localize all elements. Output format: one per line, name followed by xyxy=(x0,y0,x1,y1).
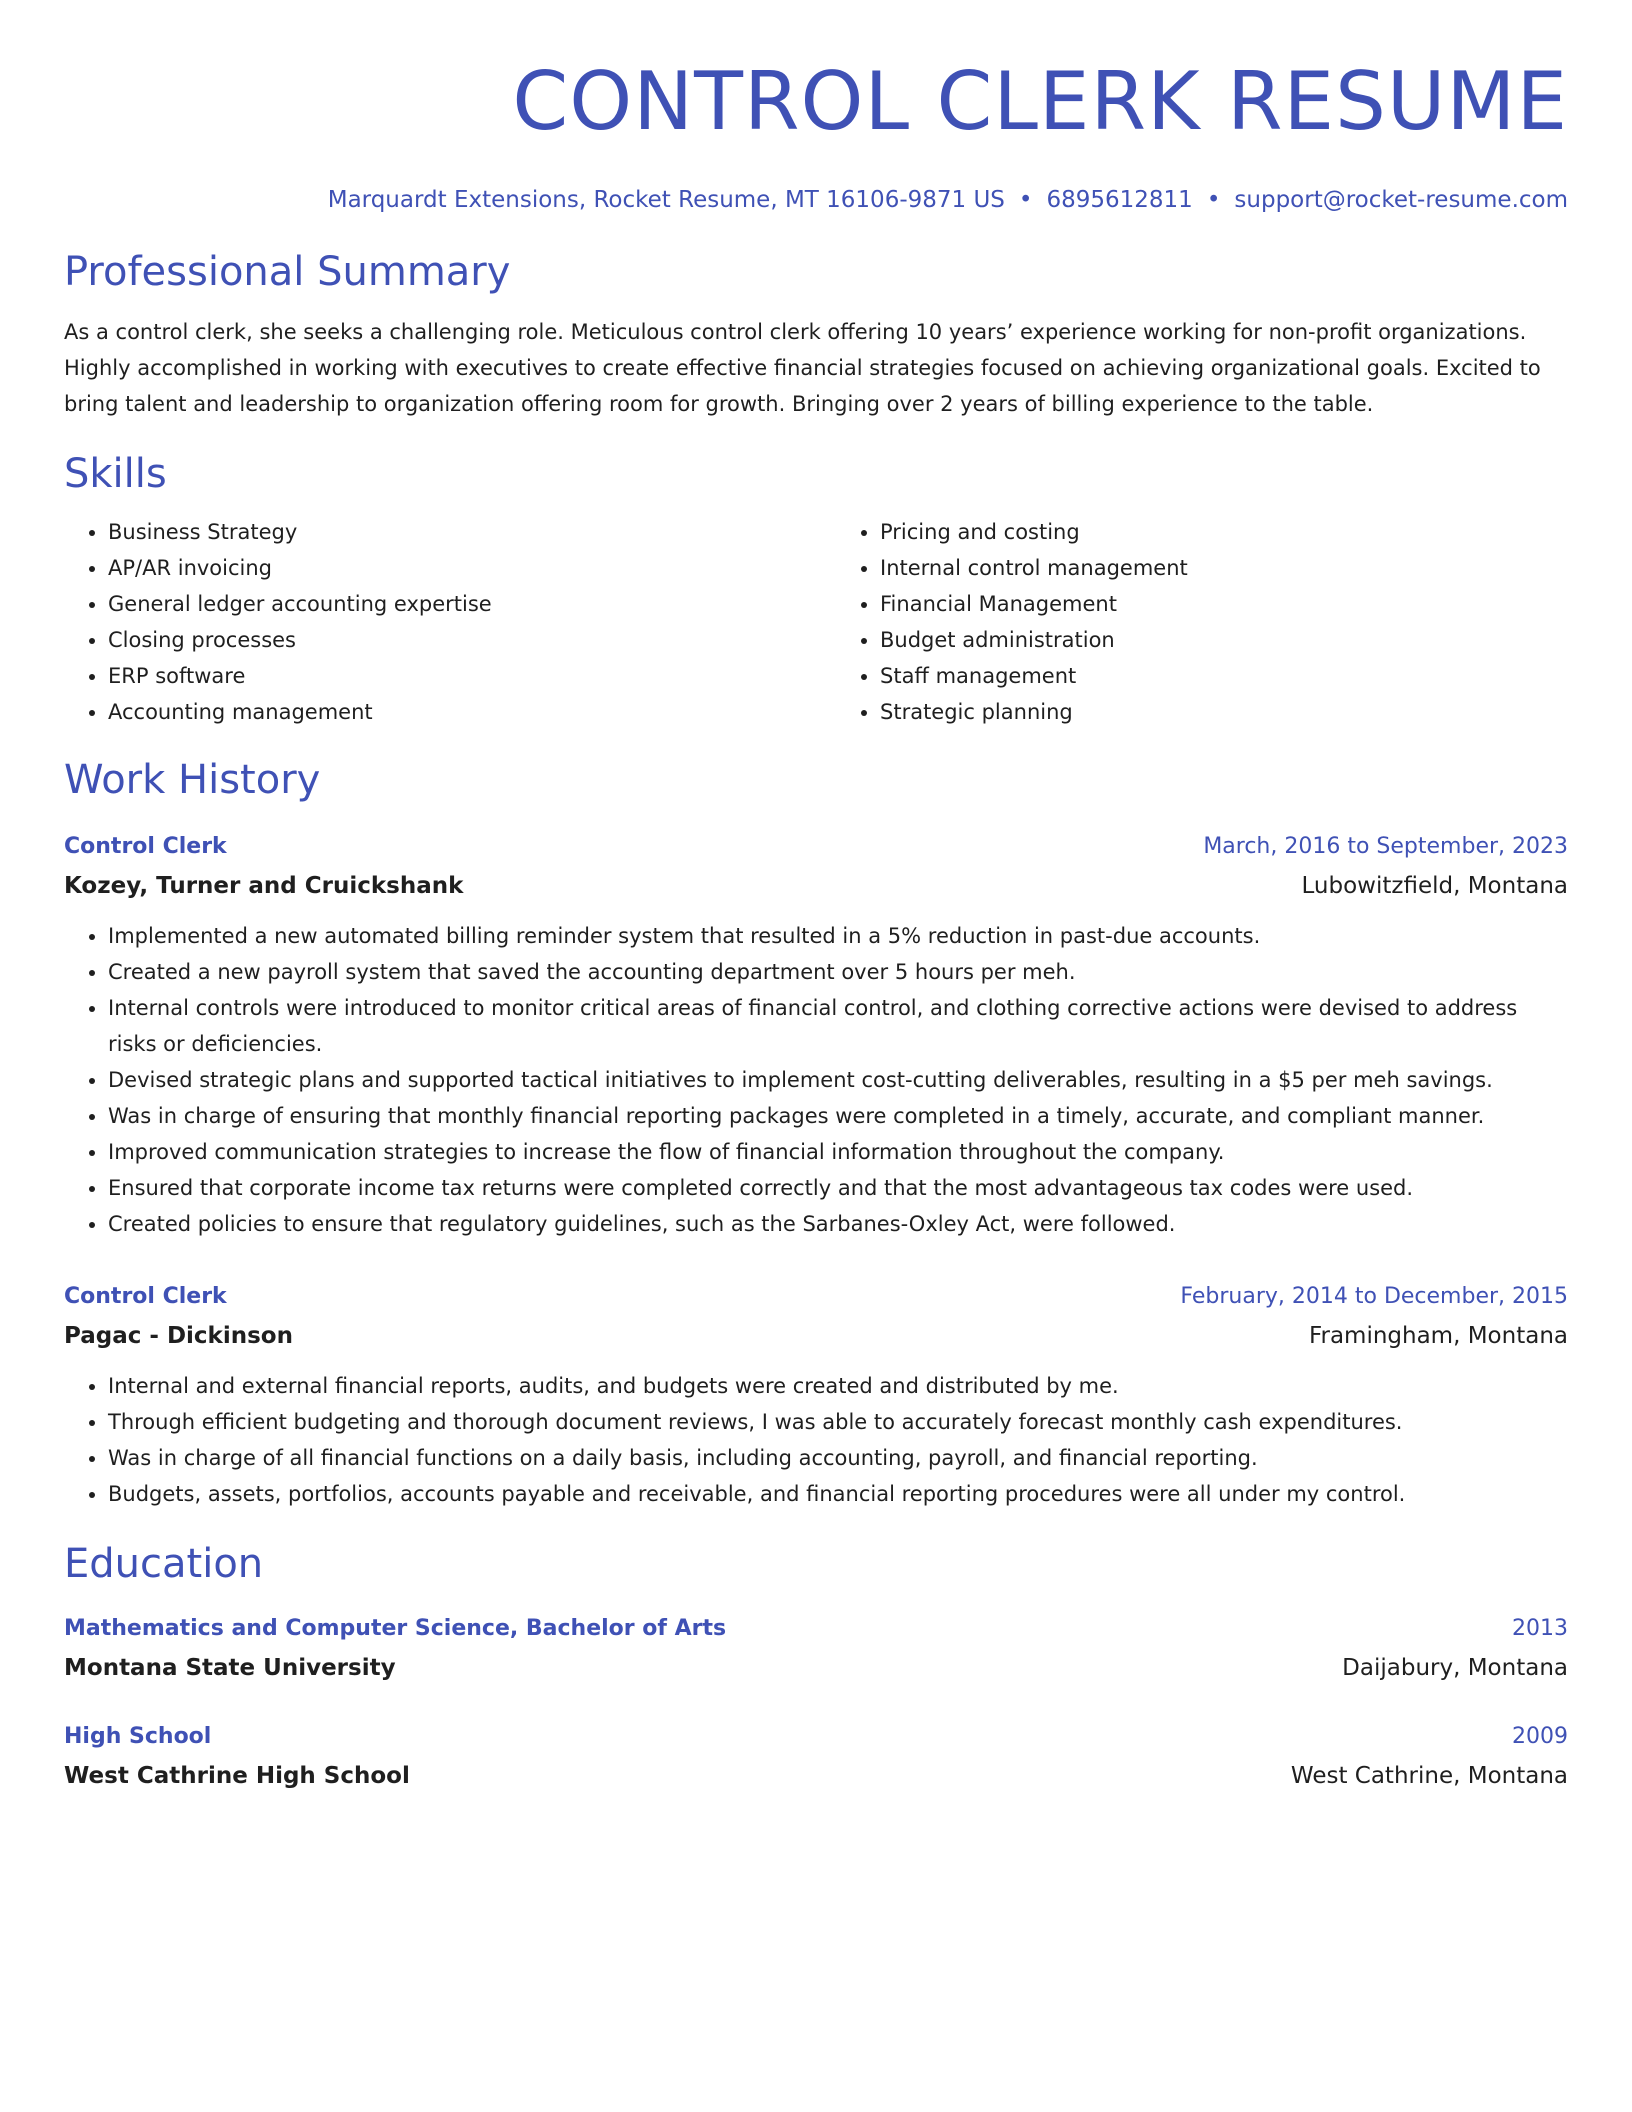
education-degree-row xyxy=(64,1610,1568,1648)
skill-item: • Closing processes xyxy=(108,622,796,658)
address: Marquardt Extensions, Rocket Resume, MT 16106-9871 US xyxy=(327,187,1005,213)
contact-separator: • xyxy=(1206,187,1221,213)
section-title-work-history: Work History xyxy=(64,757,321,803)
job-bullet: • Internal and external financial reports, audits, and budgets were created and distributed by me. xyxy=(108,1368,1568,1404)
job-bullet: • Budgets, assets, portfolios, accounts payable and receivable, and financial reporting procedures were all under my control. xyxy=(108,1476,1568,1512)
section-title-education: Education xyxy=(64,1541,264,1587)
company-name: Pagac - Dickinson xyxy=(64,1323,293,1349)
contact-line xyxy=(64,184,1568,216)
job-bullet: • Devised strategic plans and supported tactical initiatives to implement cost-cutting deliverables, resulting in a $5 per meh savings. xyxy=(108,1062,1568,1098)
job-dates: March, 2016 to September, 2023 xyxy=(1203,834,1568,859)
school-location: Daijabury, Montana xyxy=(1342,1655,1568,1681)
skill-item: • Business Strategy xyxy=(108,514,796,550)
job-dates: February, 2014 to December, 2015 xyxy=(1180,1284,1568,1309)
graduation-year: 2009 xyxy=(1512,1724,1568,1749)
job-bullet: • Created a new payroll system that saved the accounting department over 5 hours per meh. xyxy=(108,954,1568,990)
job-bullet: • Ensured that corporate income tax returns were completed correctly and that the most advantageous tax codes were used. xyxy=(108,1170,1568,1206)
education-section xyxy=(64,1538,1568,1796)
education-entry xyxy=(64,1718,1568,1796)
section-title-skills: Skills xyxy=(64,451,167,497)
section-title-summary: Professional Summary xyxy=(64,249,511,295)
phone: 6895612811 xyxy=(1046,187,1193,213)
job-bullet: • Created policies to ensure that regulatory guidelines, such as the Sarbanes-Oxley Act, were followed. xyxy=(108,1206,1568,1242)
skill-item: • Pricing and costing xyxy=(880,514,1568,550)
education-school-row xyxy=(64,1648,1568,1688)
company-name: Kozey, Turner and Cruickshank xyxy=(64,873,464,899)
job-entry xyxy=(64,1278,1568,1512)
skill-item: • ERP software xyxy=(108,658,796,694)
school-name: Montana State University xyxy=(64,1655,396,1681)
summary-section xyxy=(64,246,1568,422)
job-bullet: • Implemented a new automated billing reminder system that resulted in a 5% reduction in past-due accounts. xyxy=(108,918,1568,954)
job-company-row xyxy=(64,866,1568,906)
skill-item: • Accounting management xyxy=(108,694,796,730)
skills-section xyxy=(64,448,1568,730)
job-bullets xyxy=(64,1368,1568,1512)
page-title: CONTROL CLERK RESUME xyxy=(512,55,1568,148)
degree-name: Mathematics and Computer Science, Bachelor of Arts xyxy=(64,1616,727,1641)
skill-item: • AP/AR invoicing xyxy=(108,550,796,586)
education-school-row xyxy=(64,1756,1568,1796)
skill-item: • General ledger accounting expertise xyxy=(108,586,796,622)
summary-text: As a control clerk, she seeks a challenging role. Meticulous control clerk offering 10 years’ experience working for non-profit organizations. Highly accomplished in working with executives to create effective financial strategies focused on achieving organizational goals. Excited to bring talent and leadership to organization offering room for growth. Bringing over 2 years of billing experience to the table. xyxy=(64,320,1541,416)
job-header-row xyxy=(64,828,1568,866)
work-history-section xyxy=(64,754,1568,1512)
job-bullet: • Improved communication strategies to increase the flow of financial information throughout the company. xyxy=(108,1134,1568,1170)
skills-list-left xyxy=(64,514,796,730)
job-location: Lubowitzfield, Montana xyxy=(1301,873,1568,899)
resume-header xyxy=(64,0,1568,216)
job-bullet: • Through efficient budgeting and thorough document reviews, I was able to accurately forecast monthly cash expenditures. xyxy=(108,1404,1568,1440)
job-bullet: • Internal controls were introduced to monitor critical areas of financial control, and clothing corrective actions were devised to address risks or deficiencies. xyxy=(108,990,1568,1062)
degree-name: High School xyxy=(64,1724,212,1749)
school-location: West Cathrine, Montana xyxy=(1290,1763,1568,1789)
job-company-row xyxy=(64,1316,1568,1356)
education-entry xyxy=(64,1610,1568,1688)
job-header-row xyxy=(64,1278,1568,1316)
job-bullets xyxy=(64,918,1568,1242)
job-title: Control Clerk xyxy=(64,834,227,859)
job-location: Framingham, Montana xyxy=(1308,1323,1568,1349)
skill-item: • Strategic planning xyxy=(880,694,1568,730)
skill-item: • Internal control management xyxy=(880,550,1568,586)
contact-separator: • xyxy=(1018,187,1033,213)
job-bullet: • Was in charge of ensuring that monthly financial reporting packages were completed in a timely, accurate, and compliant manner. xyxy=(108,1098,1568,1134)
job-entry xyxy=(64,828,1568,1242)
skills-list-right xyxy=(836,514,1568,730)
skill-item: • Staff management xyxy=(880,658,1568,694)
graduation-year: 2013 xyxy=(1512,1616,1568,1641)
job-bullet: • Was in charge of all financial functions on a daily basis, including accounting, payroll, and financial reporting. xyxy=(108,1440,1568,1476)
job-title: Control Clerk xyxy=(64,1284,227,1309)
skill-item: • Financial Management xyxy=(880,586,1568,622)
skills-grid xyxy=(64,514,1568,730)
email-link[interactable]: support@rocket-resume.com xyxy=(1234,187,1568,213)
skill-item: • Budget administration xyxy=(880,622,1568,658)
school-name: West Cathrine High School xyxy=(64,1763,410,1789)
education-degree-row xyxy=(64,1718,1568,1756)
